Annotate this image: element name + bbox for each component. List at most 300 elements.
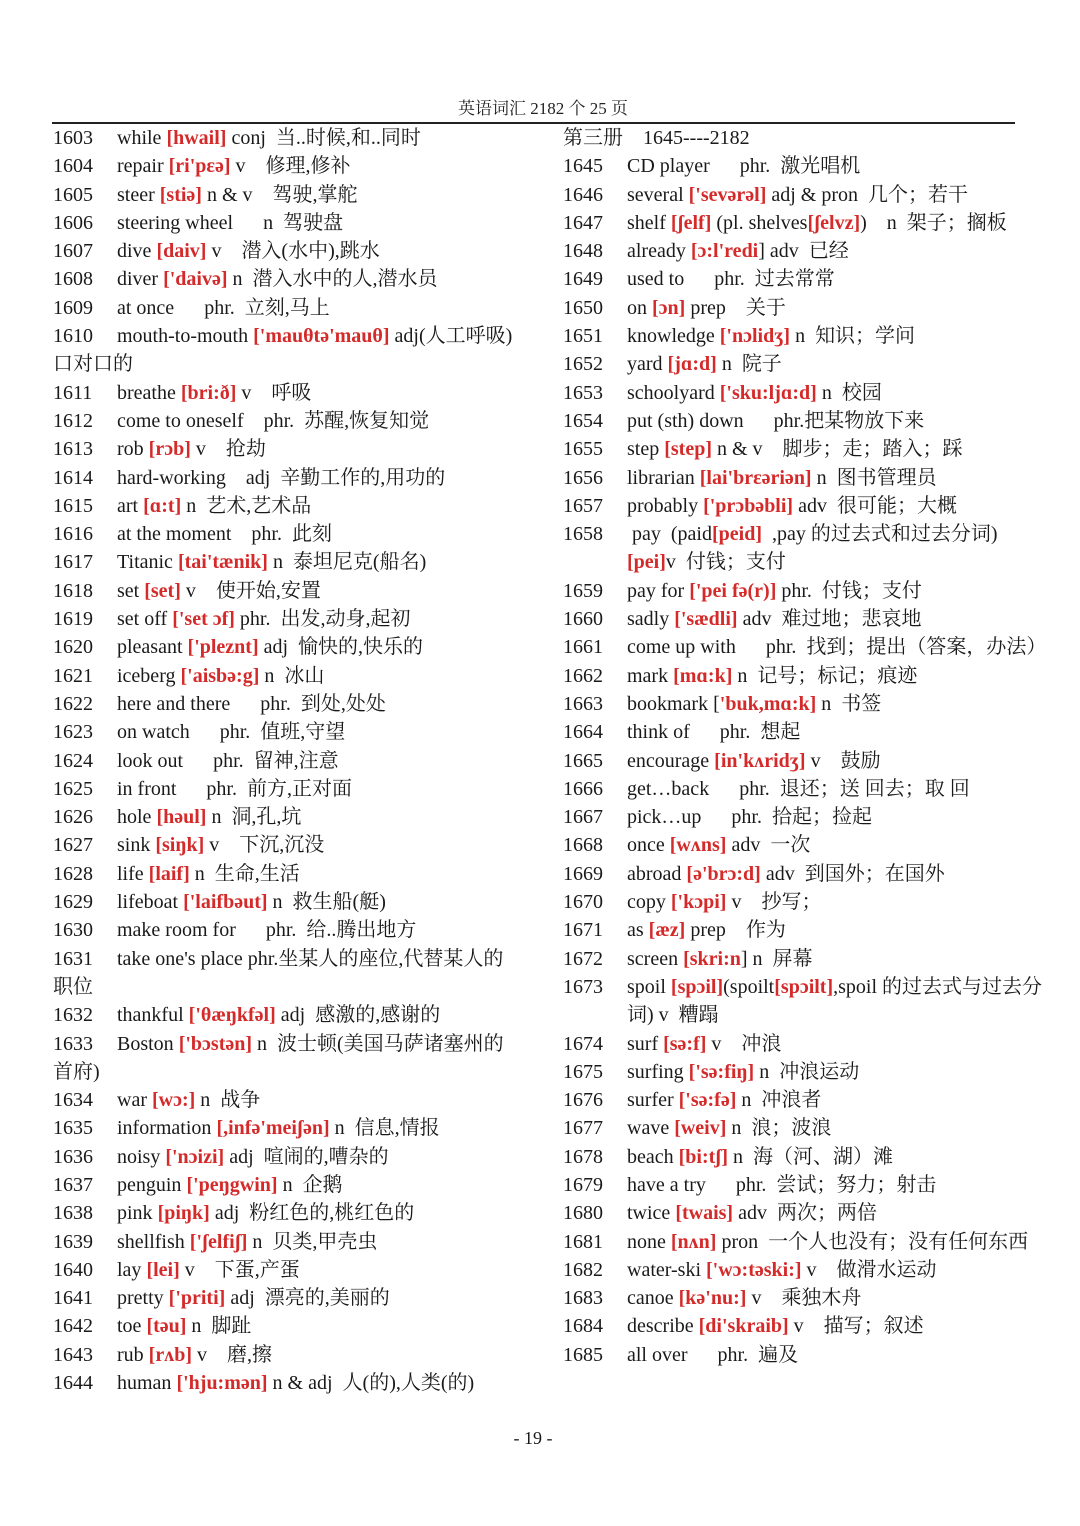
entry-definition: n & adj 人(的),人类(的) (267, 1372, 475, 1395)
vocab-entry (563, 633, 1047, 661)
entry-number: 1675 (563, 1060, 603, 1083)
entry-definition: n 泰坦尼克(船名) (267, 551, 427, 574)
entry-definition: prep 作为 (685, 919, 786, 942)
vocab-entry (563, 747, 1043, 775)
entry-definition: adv 很可能；大概 (793, 494, 957, 517)
entry-definition: n 冲浪者 (736, 1089, 822, 1112)
entry-definition: n 知识；学问 (790, 325, 916, 348)
entry-phonetic: [wɔ:] (151, 1089, 196, 1112)
vocab-entry (53, 860, 523, 888)
vocab-entry (563, 435, 1043, 463)
entry-word: used to phr. 过去常常 (627, 268, 835, 291)
entry-definition: ] n 屏幕 (740, 947, 813, 970)
entry-number: 1661 (563, 636, 603, 659)
vocab-entry (53, 548, 523, 576)
entry-word: put (sth) down phr.把某物放下来 (627, 409, 925, 432)
vocab-entry (563, 464, 1043, 492)
vocab-entry (53, 888, 523, 916)
entry-number: 1660 (563, 608, 603, 631)
entry-word: surfing (627, 1060, 689, 1083)
entry-definition: n 冰山 (259, 664, 325, 687)
vocab-entry (563, 152, 1043, 180)
entry-definition: (spoilt (723, 975, 775, 998)
entry-number: 1615 (53, 494, 93, 517)
entry-word: think of phr. 想起 (627, 721, 801, 744)
entry-definition: adj 粉红色的,桃红色的 (209, 1202, 415, 1225)
entry-number: 1642 (53, 1315, 93, 1338)
entry-number: 1655 (563, 438, 603, 461)
entry-word: hole (117, 806, 157, 829)
entry-word: come to oneself phr. 苏醒,恢复知觉 (117, 409, 430, 432)
entry-word: look out phr. 留神,注意 (117, 749, 339, 772)
entry-phonetic: [,infə'meiʃən] (216, 1117, 330, 1140)
vocab-entry (563, 916, 1043, 944)
vocab-entry (563, 379, 1043, 407)
entry-phonetic: [pei] (627, 551, 666, 574)
vocab-entry (53, 1143, 523, 1171)
entry-phonetic: ['kɔpi] (670, 891, 727, 914)
entry-word: information (117, 1117, 217, 1140)
entry-phonetic: ['wɔ:təski:] (706, 1258, 802, 1281)
entry-number: 1627 (53, 834, 93, 857)
entry-phonetic: ['sə:fə] (678, 1089, 737, 1112)
entry-word: copy (627, 891, 671, 914)
entry-number: 1626 (53, 806, 93, 829)
entry-phonetic: [həul] (156, 806, 207, 829)
entry-phonetic: [twais] (675, 1202, 734, 1225)
entry-phonetic: [mɑ:k] (673, 664, 733, 687)
entry-definition: adj 愉快的,快乐的 (258, 636, 424, 659)
entry-definition: n 脚趾 (186, 1315, 252, 1338)
entry-phonetic: [kə'nu:] (678, 1287, 747, 1310)
vocab-entry (563, 775, 1043, 803)
entry-word: as (627, 919, 649, 942)
entry-word: spoil (627, 975, 671, 998)
entry-number: 1631 (53, 947, 93, 970)
entry-phonetic: ['set ɔf] (172, 608, 235, 631)
entry-phonetic: ['hju:mən] (176, 1372, 268, 1395)
entry-word: in front phr. 前方,正对面 (117, 777, 352, 800)
vocab-entry (53, 237, 523, 265)
vocab-entry (53, 1086, 523, 1114)
entry-word: pick…up phr. 拾起；捡起 (627, 806, 872, 829)
entry-definition: adj & pron 几个；若干 (766, 183, 969, 206)
entry-number: 1663 (563, 692, 603, 715)
vocab-entry (563, 237, 1043, 265)
vocab-entry (563, 350, 1043, 378)
entry-number: 1613 (53, 438, 93, 461)
entry-definition: adv 两次；两倍 (733, 1202, 877, 1225)
entry-word: iceberg (117, 664, 181, 687)
vocab-entry (563, 831, 1043, 859)
entry-word: shellfish (117, 1230, 190, 1253)
entry-phonetic: [daiv] (156, 240, 207, 263)
vocab-entry (563, 1114, 1043, 1142)
entry-definition: v 呼吸 (236, 381, 312, 404)
entry-number: 1683 (563, 1287, 603, 1310)
entry-definition: adv 难过地；悲哀地 (737, 608, 922, 631)
entry-phonetic: ['sə:fiŋ] (688, 1060, 755, 1083)
entry-word: penguin (117, 1173, 187, 1196)
entry-number: 1632 (53, 1004, 93, 1027)
entry-definition: v 下蛋,产蛋 (179, 1258, 300, 1281)
entry-word: noisy (117, 1145, 166, 1168)
entry-word: probably (627, 494, 704, 517)
vocab-entry (563, 577, 1043, 605)
vocab-entry (53, 265, 523, 293)
entry-definition: adv 到国外；在国外 (760, 862, 945, 885)
entry-phonetic: [siŋk] (155, 834, 205, 857)
vocab-entry (53, 1341, 523, 1369)
entry-phonetic: ['mauθtə'mauθ] (253, 325, 390, 348)
entry-number: 1633 (53, 1032, 93, 1055)
entry-phonetic: ['ʃelfiʃ] (189, 1230, 248, 1253)
entry-phonetic: [təu] (146, 1315, 187, 1338)
vocab-entry (53, 1312, 523, 1340)
entry-number: 1635 (53, 1117, 93, 1140)
entry-word: here and there phr. 到处,处处 (117, 692, 386, 715)
entry-number: 1609 (53, 296, 93, 319)
entry-word: take one's place phr.坐某人的座位,代替某人的职位 (53, 947, 504, 998)
entry-phonetic: [stiə] (159, 183, 202, 206)
entry-phonetic: ['aisbə:g] (180, 664, 260, 687)
entry-word: breathe (117, 381, 181, 404)
vocab-entry (563, 718, 1043, 746)
entry-number: 1671 (563, 919, 603, 942)
entry-word: Titanic (117, 551, 178, 574)
entry-definition: v 磨,擦 (192, 1343, 272, 1366)
vocab-entry (563, 662, 1043, 690)
vocab-entry (563, 265, 1043, 293)
entry-number: 1681 (563, 1230, 603, 1253)
entry-word: none (627, 1230, 671, 1253)
entry-word: mark (627, 664, 674, 687)
vocab-entry (53, 209, 523, 237)
entry-definition: n 海（河、湖）滩 (728, 1145, 894, 1168)
entry-phonetic: [lei] (146, 1258, 180, 1281)
entry-definition: n 校园 (816, 381, 882, 404)
entry-word: step (627, 438, 665, 461)
vocab-entry (563, 1086, 1043, 1114)
entry-word: several (627, 183, 689, 206)
entry-phonetic: ['pei fə(r)] (689, 579, 777, 602)
entry-number: 1618 (53, 579, 93, 602)
entry-phonetic: [ə'brɔ:d] (686, 862, 761, 885)
entry-number: 1672 (563, 947, 603, 970)
entry-word: pink (117, 1202, 158, 1225)
entry-definition: phr. 付钱；支付 (776, 579, 922, 602)
entry-word: while (117, 127, 167, 149)
entry-phonetic: [ɑ:t] (143, 494, 182, 517)
entry-number: 1621 (53, 664, 93, 687)
vocab-entry (563, 1058, 1043, 1086)
entry-definition: n & v 驾驶,掌舵 (201, 183, 358, 206)
entry-number: 1659 (563, 579, 603, 602)
entry-number: 1651 (563, 325, 603, 348)
entry-phonetic: 'buk,mɑ:k] (719, 692, 817, 715)
entry-definition: n 信息,情报 (329, 1117, 440, 1140)
entry-phonetic: [wʌns] (669, 834, 727, 857)
vocab-entry (53, 124, 523, 152)
entry-number: 1667 (563, 806, 603, 829)
entry-number: 1617 (53, 551, 93, 574)
vocab-entry (563, 1284, 1043, 1312)
vocab-entry (563, 492, 1043, 520)
vocab-entry (563, 1199, 1043, 1227)
entry-number: 1637 (53, 1173, 93, 1196)
entry-number: 1685 (563, 1343, 603, 1366)
entry-word: screen (627, 947, 684, 970)
entry-number: 1628 (53, 862, 93, 885)
entry-word: human (117, 1372, 177, 1395)
entry-definition: v 描写；叙述 (788, 1315, 924, 1338)
entry-word: shelf (627, 211, 671, 234)
vocab-entry (53, 1369, 523, 1397)
entry-definition: ] adv 已经 (758, 240, 849, 263)
entry-word: dive (117, 240, 157, 263)
entry-number: 1643 (53, 1343, 93, 1366)
entry-definition: v 下沉,沉没 (204, 834, 325, 857)
entry-word: come up with phr. 找到；提出（答案，办法） (627, 636, 1047, 659)
entry-definition: n 艺术,艺术品 (181, 494, 312, 517)
entry-number: 1639 (53, 1230, 93, 1253)
entry-definition: adv 一次 (726, 834, 811, 857)
entry-phonetic: ['sevərəl] (688, 183, 767, 206)
entry-phonetic: [bri:ð] (180, 381, 237, 404)
entry-phonetic: [piŋk] (157, 1202, 210, 1225)
entry-phonetic: [skri:n (683, 947, 741, 970)
vocab-entry (53, 1114, 523, 1142)
entry-number: 1646 (563, 183, 603, 206)
entry-definition: v 做滑水运动 (801, 1258, 937, 1281)
entry-number: 1603 (53, 127, 93, 149)
vocab-entry (563, 888, 1043, 916)
entry-word: war (117, 1089, 152, 1112)
entry-phonetic: ['pleznt] (187, 636, 259, 659)
vocab-entry (53, 916, 523, 944)
entry-phonetic: ['daivə] (163, 268, 228, 291)
entry-number: 1607 (53, 240, 93, 263)
vocab-entry (53, 662, 523, 690)
entry-definition: v 修理,修补 (230, 155, 351, 178)
entry-word: repair (117, 155, 169, 178)
entry-number: 1640 (53, 1258, 93, 1281)
entry-word: lifeboat (117, 891, 184, 914)
entry-phonetic: [ʃelvz] (807, 211, 861, 234)
entry-phonetic: [in'kʌridʒ] (714, 749, 806, 772)
entry-number: 1652 (563, 353, 603, 376)
entry-word: describe (627, 1315, 699, 1338)
vocab-entry (563, 407, 1043, 435)
entry-definition: v 乘独木舟 (746, 1287, 862, 1310)
entry-definition: v 鼓励 (805, 749, 881, 772)
entry-word: pay for (627, 579, 690, 602)
entry-definition: adj 喧闹的,嘈杂的 (224, 1145, 389, 1168)
vocab-entry (563, 803, 1043, 831)
entry-definition: n & v 脚步；走；踏入；踩 (711, 438, 963, 461)
entry-word: pleasant (117, 636, 188, 659)
entry-number: 1641 (53, 1287, 93, 1310)
vocab-entry (563, 1030, 1043, 1058)
entry-word: surfer (627, 1089, 679, 1112)
entry-number: 1604 (53, 155, 93, 178)
entry-number: 1644 (53, 1372, 93, 1395)
entry-definition: n 战争 (195, 1089, 261, 1112)
vocab-entry (53, 1199, 523, 1227)
entry-number: 1684 (563, 1315, 603, 1338)
entry-number: 1648 (563, 240, 603, 263)
entry-phonetic: ['θæŋkfəl] (188, 1004, 276, 1027)
vocab-entry (53, 1171, 523, 1199)
entry-definition: prep 关于 (685, 296, 786, 319)
entry-number: 1654 (563, 409, 603, 432)
vocab-entry (53, 1284, 523, 1312)
entry-definition: v 抄写； (726, 891, 822, 914)
vocab-entry (53, 718, 523, 746)
vocab-entry (563, 1228, 1043, 1256)
entry-number: 1673 (563, 975, 603, 998)
vocab-entry (53, 945, 523, 1002)
page-number: - 19 - (513, 1428, 553, 1448)
entry-definition: n 潜入水中的人,潜水员 (227, 268, 438, 291)
entry-number: 1679 (563, 1173, 603, 1196)
entry-number: 1608 (53, 268, 93, 291)
entry-definition: adj 感激的,感谢的 (275, 1004, 441, 1027)
entry-number: 1611 (53, 381, 93, 404)
entry-word: surf (627, 1032, 664, 1055)
entry-phonetic: [tai'tænik] (177, 551, 268, 574)
entry-number: 1619 (53, 608, 93, 631)
vocab-entry (53, 605, 523, 633)
entry-word: at the moment phr. 此刻 (117, 523, 332, 546)
entry-word: steering wheel n 驾驶盘 (117, 211, 344, 234)
vocab-entry (563, 860, 1043, 888)
section-title: 第三册 1645----2182 (563, 127, 750, 149)
vocab-entry (563, 1341, 1043, 1369)
vocab-entry (563, 1256, 1043, 1284)
entry-number: 1624 (53, 749, 93, 772)
entry-number: 1666 (563, 777, 603, 800)
entry-number: 1664 (563, 721, 603, 744)
entry-definition: ,pay 的过去式和过去分词) (761, 523, 998, 546)
entry-word: hard-working adj 辛勤工作的,用功的 (117, 466, 446, 489)
entry-word: get…back phr. 退还；送 回去；取 回 (627, 777, 970, 800)
vocab-entry (563, 181, 1043, 209)
entry-number: 1625 (53, 777, 93, 800)
vocab-entry (53, 775, 523, 803)
entry-word: abroad (627, 862, 687, 885)
entry-word: have a try phr. 尝试；努力；射击 (627, 1173, 937, 1196)
entry-word: pretty (117, 1287, 169, 1310)
entry-word: water-ski (627, 1258, 707, 1281)
entry-definition: v 冲浪 (706, 1032, 782, 1055)
entry-word: at once phr. 立刻,马上 (117, 296, 330, 319)
entry-number: 1649 (563, 268, 603, 291)
entry-definition: n 冲浪运动 (754, 1060, 860, 1083)
vocab-entry (53, 1001, 523, 1029)
entry-phonetic: [æz] (648, 919, 686, 942)
entry-word: encourage (627, 749, 715, 772)
entry-definition: ) n 架子；搁板 (860, 211, 1007, 234)
entry-definition: n 救生船(艇) (267, 891, 386, 914)
vocab-entry (53, 435, 523, 463)
entry-definition: ,spoil 的过去式与过去分词) v 糟蹋 (627, 975, 1043, 1027)
entry-word: art (117, 494, 144, 517)
entry-number: 1645 (563, 155, 603, 178)
vocab-entry (53, 464, 523, 492)
entry-word: set (117, 579, 145, 602)
vocab-entry (53, 633, 523, 661)
entry-definition: n 企鹅 (277, 1173, 343, 1196)
vocab-entry (53, 1228, 523, 1256)
entry-definition: n 书签 (816, 692, 882, 715)
entry-phonetic: ['sku:ljɑ:d] (719, 381, 817, 404)
entry-phonetic: [di'skraib] (698, 1315, 789, 1338)
entry-number: 1622 (53, 692, 93, 715)
entry-number: 1634 (53, 1089, 93, 1112)
entry-phonetic: [ɔn] (652, 296, 686, 319)
entry-number: 1656 (563, 466, 603, 489)
entry-number: 1614 (53, 466, 93, 489)
entry-phonetic: [set] (144, 579, 181, 602)
vocab-entry (53, 690, 523, 718)
entry-definition: v 使开始,安置 (180, 579, 321, 602)
entry-phonetic: ['priti] (168, 1287, 226, 1310)
entry-definition: v 付钱；支付 (665, 551, 786, 574)
entry-phonetic: [lai'brεəriən] (699, 466, 812, 489)
entry-number: 1662 (563, 664, 603, 687)
entry-definition: pron 一个人也没有；没有任何东西 (716, 1230, 1029, 1253)
entry-phonetic: [peid] (711, 523, 762, 546)
entry-word: wave (627, 1117, 675, 1140)
vocab-entry (53, 379, 523, 407)
vocab-entry (53, 803, 523, 831)
vocab-entry (563, 1143, 1043, 1171)
entry-phonetic: [nʌn] (670, 1230, 717, 1253)
entry-word: librarian (627, 466, 700, 489)
vocab-entry (563, 690, 1043, 718)
vocab-entry (563, 605, 1043, 633)
entry-phonetic: [spɔilt] (774, 975, 834, 998)
entry-number: 1612 (53, 409, 93, 432)
entry-number: 1605 (53, 183, 93, 206)
vocab-entry (53, 322, 523, 379)
entry-definition: n 生命,生活 (189, 862, 300, 885)
entry-word: pay (paid (627, 523, 712, 546)
entry-word: beach (627, 1145, 679, 1168)
entry-phonetic: [ɔ:l'redi (690, 240, 759, 263)
entry-number: 1674 (563, 1032, 603, 1055)
entry-definition: phr. 出发,动身,起初 (234, 608, 411, 631)
entry-number: 1629 (53, 891, 93, 914)
entry-phonetic: ['nɔizi] (165, 1145, 225, 1168)
right-column (563, 124, 1047, 1369)
entry-phonetic: [spɔil] (670, 975, 724, 998)
entry-phonetic: [sə:f] (663, 1032, 707, 1055)
entry-word: toe (117, 1315, 147, 1338)
entry-word: knowledge (627, 325, 720, 348)
entry-definition: conj 当..时候,和..同时 (226, 127, 421, 149)
entry-word: all over phr. 遍及 (627, 1343, 799, 1366)
entry-word: Boston (117, 1032, 179, 1055)
vocab-entry (53, 1256, 523, 1284)
entry-definition: n 记号；标记；痕迹 (732, 664, 918, 687)
entry-definition: n 波士顿(美国马萨诸塞州的首府) (53, 1032, 504, 1083)
entry-number: 1616 (53, 523, 93, 546)
entry-word: once (627, 834, 670, 857)
vocab-entry (563, 973, 1043, 1030)
entry-word: make room for phr. 给..腾出地方 (117, 919, 417, 942)
